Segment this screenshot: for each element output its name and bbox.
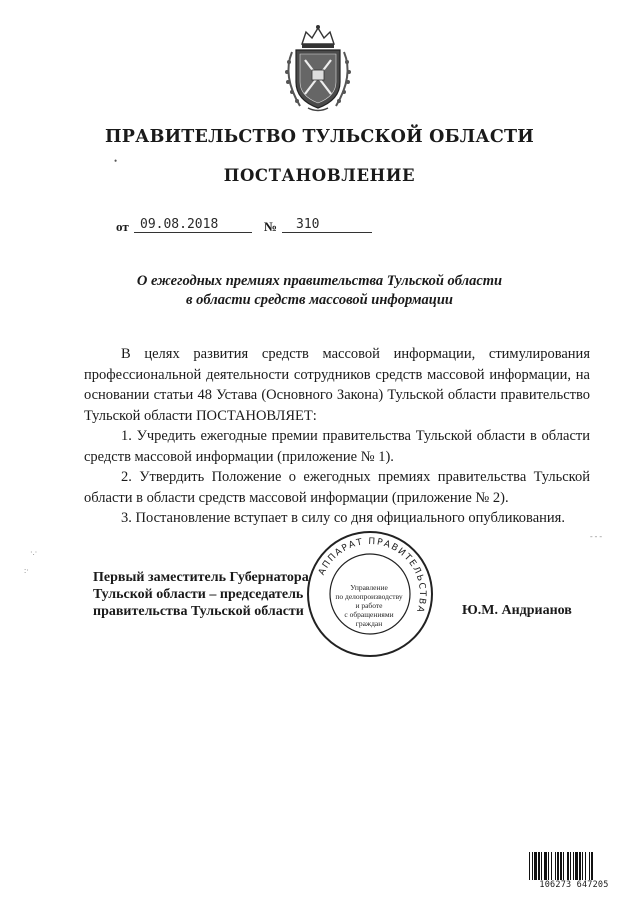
signatory-name: Ю.М. Андрианов xyxy=(462,603,572,618)
barcode-bar xyxy=(579,852,581,882)
document-type-title: ПОСТАНОВЛЕНИЕ xyxy=(223,166,416,185)
barcode-bar xyxy=(541,852,542,882)
document-meta-row xyxy=(116,215,386,235)
stamp-center-line: граждан xyxy=(355,619,383,628)
barcode-bar xyxy=(544,852,547,882)
barcode-bar xyxy=(538,852,540,882)
stamp-center-line: с обращениями xyxy=(344,610,394,619)
barcode-bar xyxy=(573,852,574,882)
body-paragraph-preamble: В целях развития средств массовой информации, стимулирования профессиональной деятельности сотрудников средств массовой информации, на основании статьи 48 Устава (Основного Закона) Тульской области правительство Тульской области ПОСТАНОВЛЯЕТ: xyxy=(84,346,590,424)
barcode-bar xyxy=(532,852,533,882)
scan-speckle: :· xyxy=(24,566,29,575)
barcode-bar xyxy=(570,852,571,882)
scan-mark: • xyxy=(114,156,118,166)
barcode-bar xyxy=(575,852,578,882)
body-paragraph-item-2: 2. Утвердить Положение о ежегодных премиях правительства Тульской области в области средств массовой информации (приложение № 2). xyxy=(84,469,590,506)
barcode-bar xyxy=(582,852,583,882)
body-paragraph-item-3: 3. Постановление вступает в силу со дня официального опубликования. xyxy=(121,510,565,526)
stamp-center-line: Управление xyxy=(350,583,388,592)
barcode-bar xyxy=(567,852,569,882)
barcode-bar xyxy=(591,852,593,882)
date-underline xyxy=(134,232,252,233)
date-value: 09.08.2018 xyxy=(140,217,219,232)
heading-line-1: О ежегодных премиях правительства Тульской области xyxy=(136,273,503,289)
signature-position-line-1: Первый заместитель Губернатора xyxy=(93,570,309,585)
barcode-bar xyxy=(534,852,537,882)
barcode-bar xyxy=(585,852,586,882)
barcode-bar xyxy=(557,852,559,882)
date-label: от xyxy=(116,219,129,234)
scan-speckle: ·.· xyxy=(30,548,38,557)
stamp-center-line: по делопроизводству xyxy=(335,592,403,601)
number-underline xyxy=(282,232,372,233)
stamp-ring-text: АППАРАТ ПРАВИТЕЛЬСТВА xyxy=(317,536,428,615)
coat-of-arms-emblem xyxy=(278,22,358,114)
signature-position-line-2: Тульской области – председатель xyxy=(93,587,304,602)
body-paragraph-item-1: 1. Учредить ежегодные премии правительства Тульской области в области средств массовой информации (приложение № 1). xyxy=(84,428,590,465)
barcode-number: 106273 647205 xyxy=(528,880,620,890)
barcode-bar xyxy=(560,852,562,882)
stamp-center-line: и работе xyxy=(355,601,383,610)
barcode-bar xyxy=(529,852,530,882)
barcode-bar xyxy=(563,852,564,882)
barcode-bar xyxy=(555,852,556,882)
document-heading xyxy=(0,272,639,310)
barcode-bar xyxy=(551,852,552,882)
government-title: ПРАВИТЕЛЬСТВО ТУЛЬСКОЙ ОБЛАСТИ xyxy=(105,127,534,147)
scan-speckle: - - - xyxy=(590,532,602,541)
stamp-center-text xyxy=(327,583,411,628)
number-label: № xyxy=(264,219,278,234)
number-value: 310 xyxy=(296,217,320,232)
signature-block xyxy=(93,569,309,620)
barcode-bar xyxy=(548,852,549,882)
signature-position-line-3: правительства Тульской области xyxy=(93,604,304,619)
heading-line-2: в области средств массовой информации xyxy=(186,292,453,308)
document-body xyxy=(84,344,590,529)
barcode-bar xyxy=(589,852,590,882)
